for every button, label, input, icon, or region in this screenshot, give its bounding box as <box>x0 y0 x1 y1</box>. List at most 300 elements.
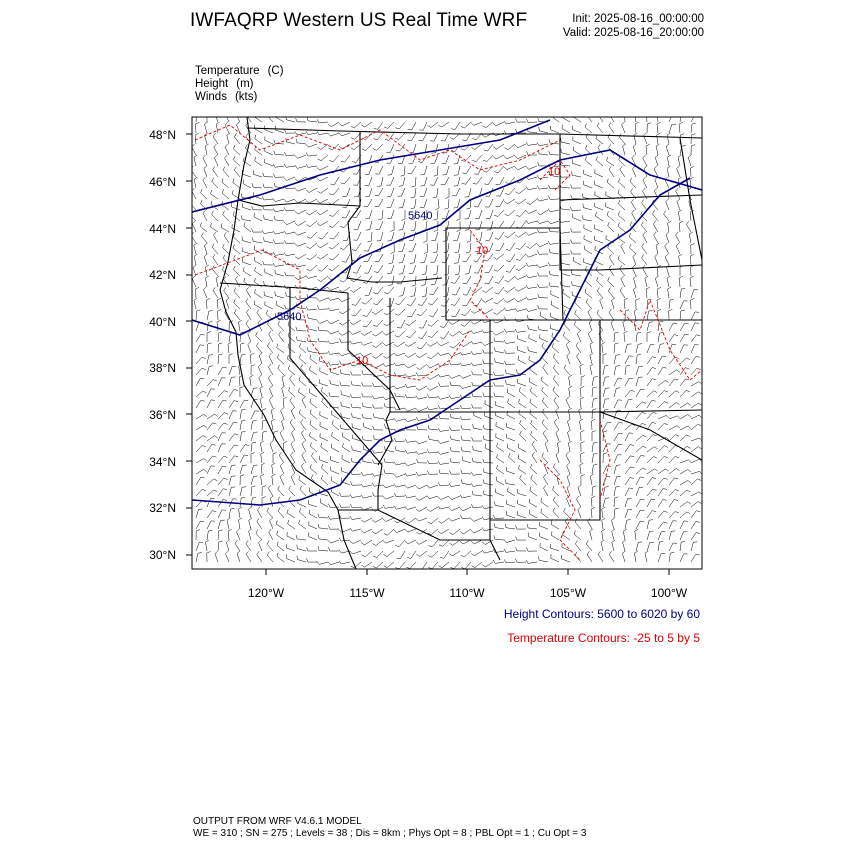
wind-barb <box>691 415 702 419</box>
wind-barb <box>518 356 526 364</box>
wind-barb <box>680 310 685 320</box>
wind-barb <box>342 210 350 218</box>
wind-barb <box>526 186 537 189</box>
wind-barb <box>563 289 570 298</box>
wind-barb <box>427 386 438 390</box>
wind-barb <box>375 199 383 207</box>
wind-barb <box>669 456 679 463</box>
wind-barb <box>647 531 654 540</box>
wind-barb <box>690 276 694 287</box>
wind-barb <box>384 458 394 463</box>
wind-barb <box>307 117 317 122</box>
wind-barb <box>328 331 339 334</box>
wind-barb <box>350 528 361 531</box>
wind-barb <box>562 125 570 133</box>
wind-barb <box>207 530 212 540</box>
wind-barb <box>445 199 450 209</box>
wind-barb <box>240 400 248 408</box>
wind-barb <box>427 471 438 475</box>
wind-barb <box>229 434 238 441</box>
wind-barb <box>416 485 427 489</box>
wind-barb <box>282 419 285 430</box>
wind-barb <box>462 456 471 463</box>
wind-barb <box>280 474 284 485</box>
wind-barb <box>550 324 559 331</box>
wind-barb <box>537 243 548 247</box>
wind-barb <box>273 263 284 266</box>
wind-barb <box>361 472 372 476</box>
wind-barb <box>328 540 339 543</box>
wind-barb <box>658 380 669 386</box>
wind-barb <box>631 199 636 210</box>
wind-barb <box>449 361 460 365</box>
wind-barb <box>372 395 383 398</box>
wind-barb <box>669 500 678 507</box>
wind-barb <box>506 243 515 250</box>
wind-barb <box>218 478 228 485</box>
wind-barb <box>273 453 277 463</box>
wind-barb <box>284 207 295 211</box>
wind-barb <box>423 232 427 243</box>
wind-barb <box>251 411 259 419</box>
wind-barb <box>267 541 273 551</box>
wind-barb <box>225 144 229 155</box>
wind-barb <box>416 386 427 390</box>
temp-contour-label: 10 <box>356 355 369 367</box>
wind-barb <box>339 353 350 356</box>
wind-barb <box>633 287 636 298</box>
wind-barb <box>592 409 596 419</box>
wind-barb <box>321 464 328 474</box>
wind-barb <box>537 264 548 267</box>
wind-barb <box>461 309 471 316</box>
wind-barb <box>556 408 559 419</box>
wind-barb <box>636 542 642 551</box>
wind-barb <box>273 208 284 211</box>
wind-barb <box>548 185 559 189</box>
wind-barb <box>504 155 515 159</box>
wind-barb <box>584 170 593 177</box>
wind-barb <box>218 466 226 474</box>
wind-barb <box>196 368 206 375</box>
wind-barb <box>307 254 317 260</box>
wind-barb <box>276 520 284 529</box>
wind-barb <box>244 278 251 287</box>
wind-barb <box>541 509 548 518</box>
wind-barb <box>647 400 656 408</box>
wind-barb <box>200 222 207 232</box>
wind-barb <box>270 518 273 529</box>
wind-barb <box>566 452 570 463</box>
wind-barb <box>306 153 317 157</box>
wind-barb <box>269 331 273 342</box>
wind-barb <box>416 373 427 377</box>
wind-barb <box>228 342 232 353</box>
wind-barb <box>471 551 482 556</box>
wind-barb <box>614 400 622 408</box>
wind-barb <box>612 540 615 551</box>
wind-barb <box>196 400 205 408</box>
wind-barb <box>557 441 560 452</box>
wind-barb <box>531 475 537 485</box>
wind-barb <box>254 301 262 310</box>
wind-barb <box>497 465 504 474</box>
wind-barb <box>296 336 306 342</box>
wind-barb <box>618 200 625 210</box>
lon-label: 100°W <box>650 586 688 600</box>
wind-barb <box>242 203 251 210</box>
wind-barb <box>196 122 200 133</box>
wind-barb <box>252 228 263 232</box>
wind-barb <box>318 546 328 551</box>
wind-barb <box>691 542 697 551</box>
wind-barb <box>405 419 416 422</box>
wind-barb <box>350 540 361 544</box>
wind-barb <box>262 230 273 233</box>
wind-barb <box>669 344 676 353</box>
wind-barb <box>328 504 339 508</box>
wind-barb <box>691 403 702 408</box>
wind-barb <box>669 426 680 430</box>
wind-barb <box>657 122 661 133</box>
wind-barb <box>483 369 493 375</box>
wind-barb <box>463 287 471 295</box>
wind-barb <box>296 118 306 122</box>
wind-barb <box>625 411 633 419</box>
wind-barb <box>204 243 207 254</box>
wind-barb <box>541 498 548 507</box>
wind-barb <box>351 482 362 486</box>
wind-barb <box>614 455 622 463</box>
wind-barb <box>405 374 416 377</box>
wind-barb <box>317 166 328 170</box>
wind-barb <box>462 177 471 184</box>
wind-barb <box>449 483 460 486</box>
wind-barb <box>530 487 537 496</box>
wind-barb <box>192 221 196 232</box>
wind-barb <box>310 464 317 474</box>
wind-barb <box>420 199 427 208</box>
wind-barb <box>267 508 273 518</box>
wind-barb <box>625 488 633 496</box>
wind-barb <box>471 529 482 533</box>
wind-barb <box>308 314 318 320</box>
wind-barb <box>691 134 695 144</box>
wind-barb <box>218 530 223 540</box>
wind-barb <box>625 433 633 441</box>
wind-barb <box>226 551 230 562</box>
wind-barb <box>330 368 339 375</box>
wind-barb <box>378 210 383 220</box>
wind-barb <box>614 366 620 375</box>
wind-barb <box>669 531 675 540</box>
wind-barb <box>609 254 614 265</box>
wind-barb <box>495 276 504 283</box>
wind-barb <box>569 386 573 397</box>
wind-barb <box>603 365 608 375</box>
wind-barb <box>281 408 284 419</box>
wind-barb <box>274 216 284 221</box>
wind-barb <box>529 499 537 507</box>
wind-barb <box>538 294 548 298</box>
wind-barb <box>680 554 688 562</box>
wind-barb <box>411 199 416 209</box>
wind-barb <box>306 307 317 311</box>
wind-barb <box>409 265 416 273</box>
wind-barb <box>472 437 482 441</box>
wind-barb <box>526 210 537 214</box>
wind-barb <box>207 521 215 529</box>
wind-barb <box>482 298 493 302</box>
wind-barb <box>504 308 515 311</box>
wind-barb <box>625 356 633 364</box>
wind-barb <box>676 243 680 254</box>
wind-barb <box>559 219 570 223</box>
wind-barb <box>229 401 238 408</box>
wind-barb <box>362 551 372 557</box>
wind-barb <box>543 474 548 485</box>
wind-barb <box>582 194 592 199</box>
wind-barb <box>678 155 681 166</box>
wind-barb <box>460 529 471 534</box>
wind-barb <box>454 166 460 175</box>
wind-barb <box>261 463 265 474</box>
wind-barb <box>691 356 700 364</box>
wind-barb <box>396 122 406 129</box>
wind-barb <box>307 338 317 343</box>
wind-barb <box>286 138 295 144</box>
wind-barb <box>647 457 657 463</box>
wind-barb <box>267 343 273 354</box>
wind-barb <box>603 354 607 364</box>
wind-barb <box>307 547 317 551</box>
wind-barb <box>483 459 493 463</box>
wind-barb <box>196 509 203 518</box>
wind-barb <box>620 166 625 177</box>
wind-barb <box>542 420 548 430</box>
wind-barb <box>444 265 449 275</box>
wind-barb <box>251 365 255 375</box>
wind-barb <box>598 551 603 562</box>
wind-barb <box>537 175 548 178</box>
wind-barb <box>427 342 438 346</box>
wind-barb <box>517 346 526 353</box>
wind-barb <box>691 554 700 562</box>
wind-barb <box>218 423 228 430</box>
wind-barb <box>269 386 273 397</box>
wind-barb <box>691 511 700 518</box>
wind-barb <box>537 143 548 146</box>
wind-barb <box>242 237 251 244</box>
wind-barb <box>538 272 549 276</box>
wind-barb <box>255 113 263 122</box>
wind-barb <box>657 309 661 320</box>
wind-barb <box>494 166 504 173</box>
wind-barb <box>223 167 229 177</box>
wind-barb <box>516 525 527 529</box>
wind-barb <box>284 253 295 256</box>
wind-barb <box>307 221 318 227</box>
wind-barb <box>218 343 222 353</box>
wind-barb <box>410 254 416 263</box>
wind-barb <box>405 518 416 523</box>
wind-barb <box>318 265 328 271</box>
wind-barb <box>218 444 226 452</box>
wind-barb <box>416 472 427 476</box>
wind-barb <box>438 496 449 500</box>
wind-barb <box>419 320 427 328</box>
wind-barb <box>691 323 699 331</box>
wind-barb <box>623 144 626 155</box>
wind-barb <box>506 380 515 386</box>
wind-barb <box>665 243 669 254</box>
wind-barb <box>288 344 295 353</box>
wind-barb <box>394 529 405 533</box>
wind-barb <box>545 441 548 452</box>
wind-barb <box>526 220 537 223</box>
wind-barb <box>636 377 643 386</box>
wind-barb <box>679 254 683 265</box>
wind-barb <box>218 400 227 408</box>
wind-barb <box>395 447 405 453</box>
wind-barb <box>622 122 625 133</box>
wind-barb <box>647 123 651 133</box>
wind-barb <box>450 382 460 387</box>
wind-barb <box>482 505 493 508</box>
wind-barb <box>295 188 306 191</box>
wind-barb <box>238 320 241 331</box>
wind-barb <box>260 441 263 452</box>
wind-barb <box>350 331 361 335</box>
wind-barb <box>397 188 405 196</box>
wind-barb <box>373 562 383 568</box>
wind-barb <box>430 133 438 141</box>
wind-barb <box>427 507 438 512</box>
wind-barb <box>571 240 582 244</box>
wind-barb <box>295 232 306 235</box>
wind-barb <box>248 342 251 353</box>
wind-barb <box>350 516 361 520</box>
wind-barb <box>590 364 593 375</box>
wind-barb <box>213 287 218 298</box>
wind-barb <box>658 356 666 364</box>
wind-barb <box>679 122 683 133</box>
wind-barb <box>527 524 537 529</box>
wind-barb <box>262 197 273 201</box>
wind-barb <box>466 243 471 253</box>
wind-barb <box>352 446 361 452</box>
wind-barb <box>658 415 669 419</box>
wind-barb <box>196 334 205 342</box>
wind-barb <box>647 379 656 386</box>
wind-barb <box>365 177 372 186</box>
wind-barb <box>669 416 680 419</box>
wind-barb <box>515 166 526 170</box>
wind-barb <box>331 477 339 485</box>
wind-barb <box>658 478 668 485</box>
wind-barb <box>321 443 328 452</box>
wind-barb <box>641 222 647 233</box>
wind-barb <box>634 276 637 287</box>
wind-barb <box>486 232 494 240</box>
wind-barb <box>646 287 650 298</box>
wind-barb <box>504 340 515 343</box>
wind-barb <box>431 254 439 262</box>
wind-barb <box>483 480 493 486</box>
wind-barb <box>387 188 394 196</box>
wind-barb <box>636 354 641 364</box>
wind-barb <box>387 265 394 274</box>
wind-barb <box>449 551 460 556</box>
wind-barb <box>680 435 690 441</box>
wind-barb <box>602 529 606 540</box>
wind-barb <box>461 479 471 485</box>
wind-barb <box>406 331 416 338</box>
wind-barb <box>255 289 263 298</box>
wind-barb <box>451 309 460 317</box>
border-id-mt <box>347 131 442 282</box>
field-name: Winds <box>195 91 227 103</box>
wind-barb <box>647 345 654 353</box>
wind-barb <box>551 301 559 309</box>
wind-barb <box>383 518 394 522</box>
wind-barb <box>482 527 493 530</box>
wind-barb <box>540 533 548 540</box>
wind-barb <box>550 544 559 551</box>
wind-barb <box>256 332 262 342</box>
wind-barb <box>548 241 559 245</box>
wind-barb <box>243 180 251 188</box>
wind-barb <box>577 353 582 364</box>
wind-barb <box>428 529 438 535</box>
wind-barb <box>365 188 372 197</box>
wind-barb <box>647 435 657 442</box>
wind-barb <box>537 220 548 223</box>
wind-barb <box>658 532 665 540</box>
wind-barb <box>317 561 328 564</box>
wind-barb <box>576 342 581 353</box>
wind-barb <box>633 254 636 265</box>
wind-barb <box>328 362 339 365</box>
wind-barb <box>420 166 427 175</box>
wind-barb <box>642 254 647 265</box>
wind-barb <box>416 451 427 454</box>
wind-barb <box>284 164 295 167</box>
wind-barb <box>592 377 598 387</box>
wind-barb <box>433 265 438 275</box>
wind-barb <box>222 189 229 199</box>
wind-barb <box>560 184 570 189</box>
temp-contour <box>600 420 610 500</box>
wind-barb <box>295 165 306 168</box>
wind-barb <box>471 309 482 313</box>
wind-barb <box>207 456 216 463</box>
wind-barb <box>258 364 262 375</box>
wind-barb <box>471 540 482 544</box>
wind-barb <box>309 521 317 529</box>
wind-barb <box>207 436 218 441</box>
wind-barb <box>590 474 593 485</box>
wind-barb <box>635 122 639 133</box>
wind-barb <box>465 188 471 197</box>
wind-barb <box>438 518 449 523</box>
wind-barb <box>472 491 482 496</box>
wind-barb <box>433 188 438 198</box>
wind-barb <box>331 467 339 475</box>
wind-barb <box>554 419 559 430</box>
wind-barb <box>341 402 350 408</box>
wind-barb <box>373 287 383 294</box>
